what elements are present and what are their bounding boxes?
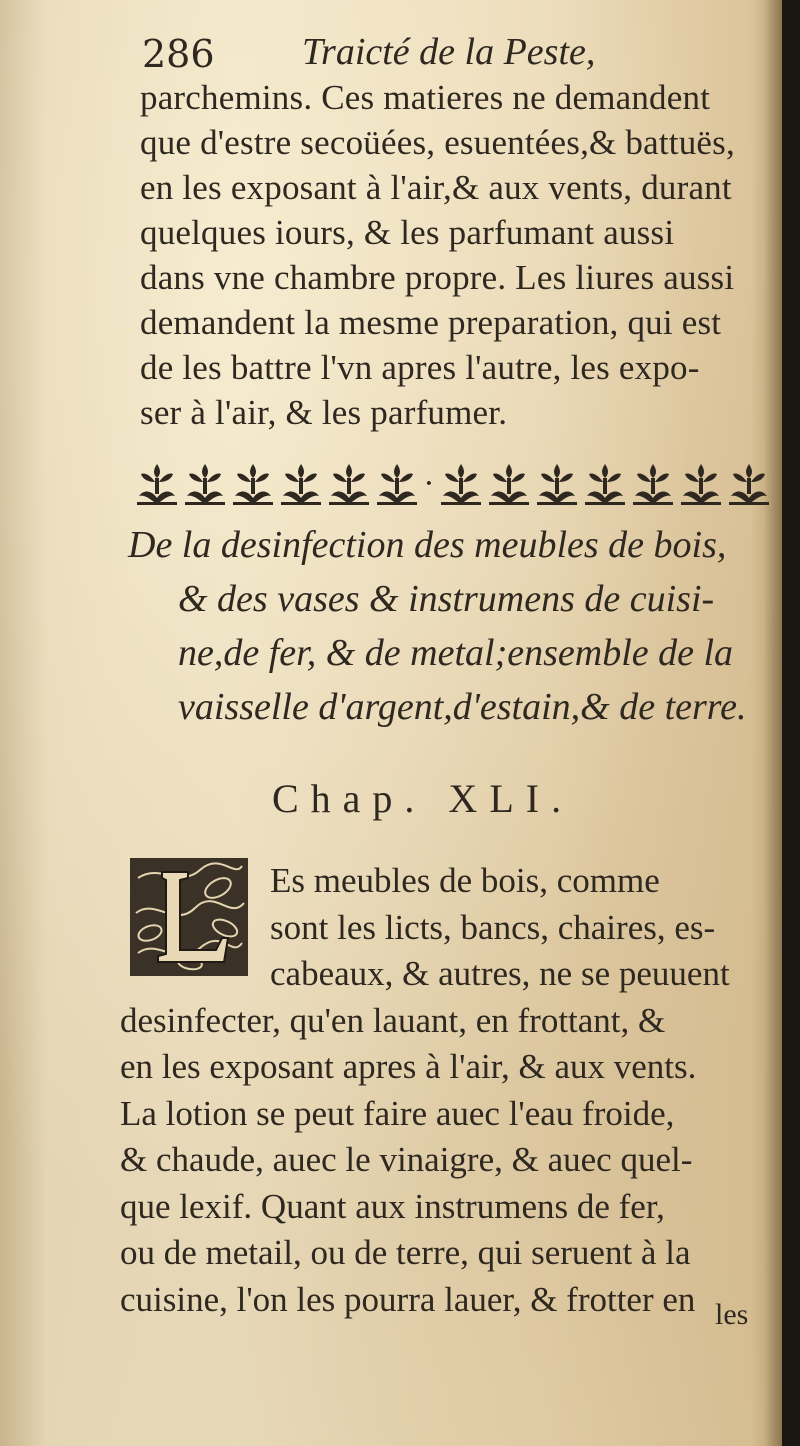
chapter-title-line: De la desinfection des meubles de bois, [128,524,727,566]
fleuron-icon [535,460,579,508]
catchword: les [715,1298,749,1331]
text-line: sont les licts, bancs, chaires, es- [270,907,716,947]
fleuron-icon [679,460,723,508]
chapter-title-line: vaisselle d'argent,d'estain,& de terre. [178,686,747,728]
fleuron-icon [183,460,227,508]
page-number: 286 [142,32,215,76]
fleuron-icon [375,460,419,508]
chapter-title-line: ne,de fer, & de metal;ensemble de la [178,632,734,674]
fleuron-icon [231,460,275,508]
fleuron-icon [279,460,323,508]
fleuron-ornament-band [135,455,771,513]
running-title: Traicté de la Peste, [302,31,596,73]
text-line: La lotion se peut faire auec l'eau froide, [120,1093,675,1133]
fleuron-icon [631,460,675,508]
text-line: dans vne chambre propre. Les liures aussi [140,258,735,297]
chapter-title [128,518,778,734]
text-line: ou de metail, ou de terre, qui seruent à la [120,1233,691,1272]
text-line: cabeaux, & autres, ne se peuuent [270,954,730,993]
text-line: en les exposant à l'air,& aux vents, durant [140,168,732,207]
text-line: parchemins. Ces matieres ne demandent [140,78,711,117]
text-line: Es meubles de bois, comme [270,861,660,900]
text-line: & chaude, auec le vinaigre, & auec quel- [120,1140,693,1179]
chapter-paragraph [120,858,780,1323]
text-line: de les battre l'vn apres l'autre, les expo- [140,348,700,387]
text-line: cuisine, l'on les pourra lauer, & frotter en [120,1279,696,1319]
fleuron-icon [487,460,531,508]
fleuron-icon [439,460,483,508]
text-line: que lexif. Quant aux instrumens de fer, [120,1186,665,1226]
text-line: desinfecter, qu'en lauant, en frottant, & [120,1000,666,1040]
fleuron-icon [135,460,179,508]
ornament-separator: · [423,465,435,502]
text-line: ser à l'air, & les parfumer. [140,393,508,432]
page-edge-shadow [764,0,782,1446]
chapter-title-line: & des vases & instrumens de cuisi- [178,578,715,620]
text-line: en les exposant apres à l'air, & aux vents. [120,1047,697,1086]
chapter-number: Chap. XLI. [272,776,574,821]
top-paragraph [140,75,780,435]
text-line: que d'estre secoüées, esuentées,& battuës, [140,123,735,162]
fleuron-icon [583,460,627,508]
text-line: demandent la mesme preparation, qui est [140,303,722,342]
fleuron-icon [327,460,371,508]
text-line: quelques iours, & les parfumant aussi [140,213,675,252]
